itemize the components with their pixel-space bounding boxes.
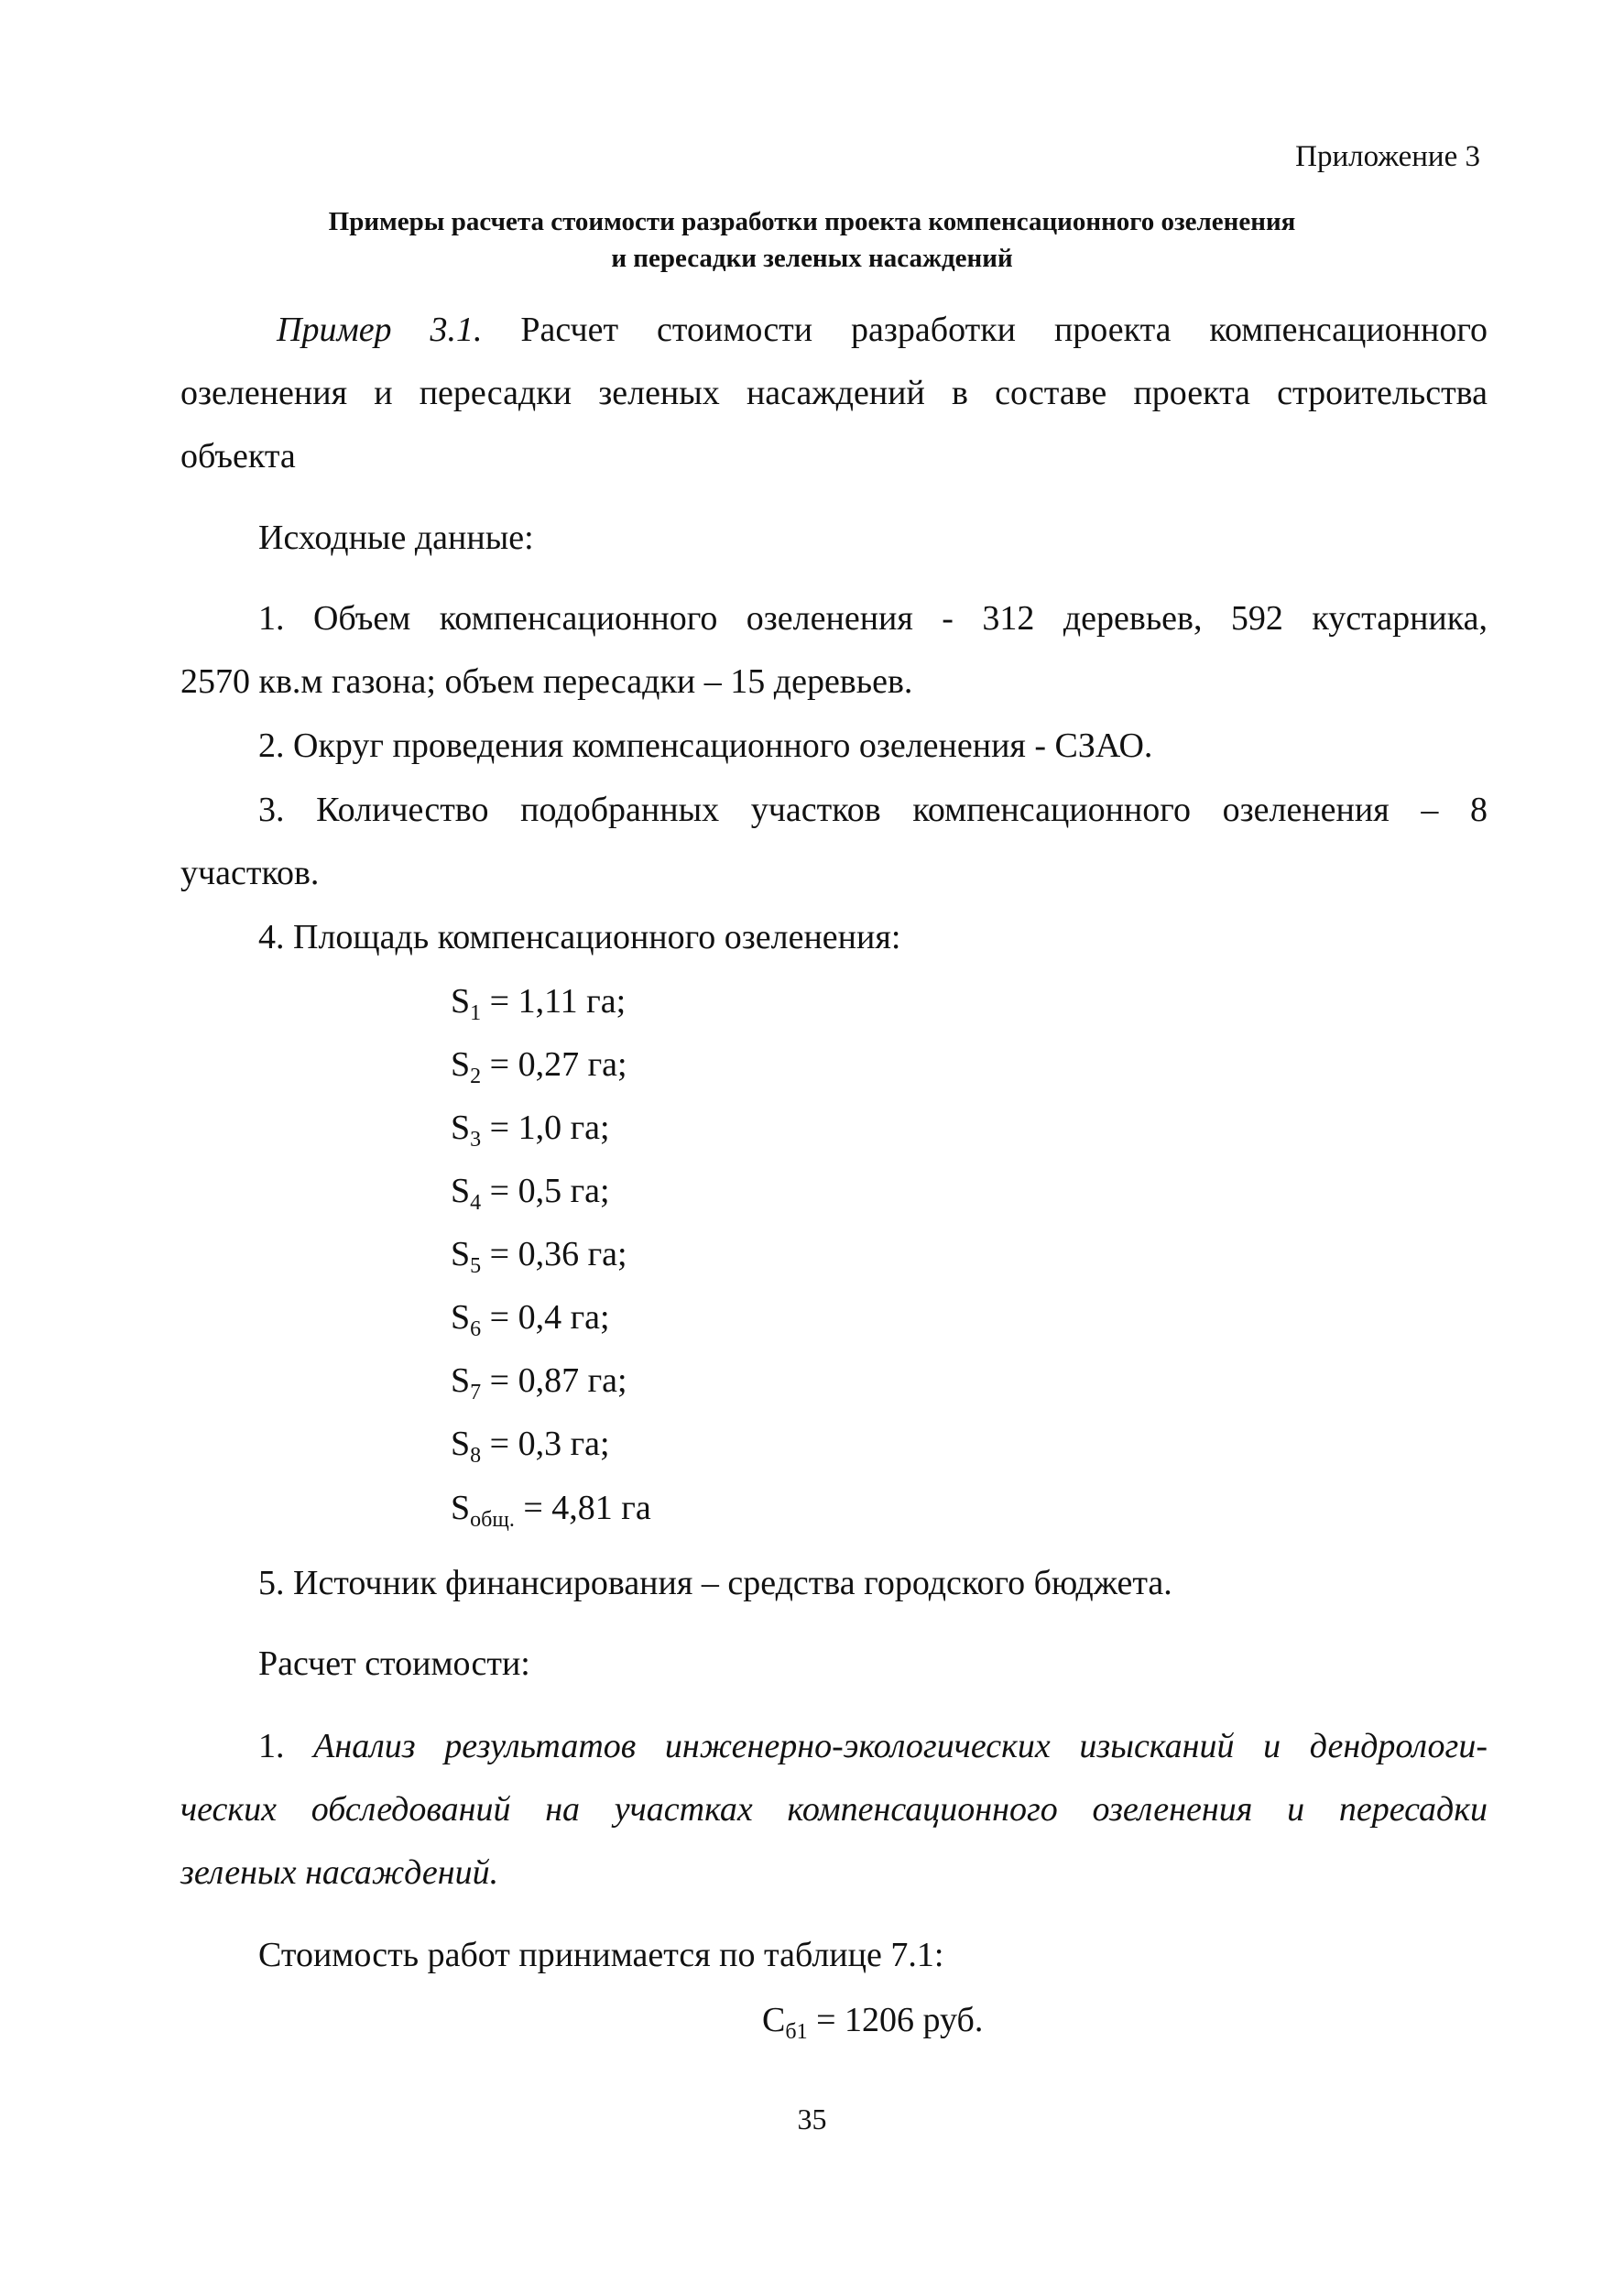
area-s8: $S_8 = 0,3$ га; [451, 1425, 610, 1468]
calc-step-1-line-3: зеленых насаждений. [180, 1853, 499, 1892]
source-item-3-line-1: 3. Количество подобранных участков компенсационного озеленения – 8 [258, 791, 1488, 829]
source-item-2: 2. Округ проведения компенсационного озеленения - СЗАО. [258, 726, 1153, 765]
page-title-line-2: и пересадки зеленых насаждений [611, 244, 1013, 273]
area-s6: $S_6 = 0,4$ га; [451, 1298, 610, 1341]
example-label: Пример 3.1. [277, 311, 483, 349]
calc-step-1-line-2: ческих обследований на участках компенсационного озеленения и пересадки [180, 1790, 1488, 1829]
area-s2: $S_2 = 0,27$ га; [451, 1045, 627, 1088]
appendix-label: Приложение 3 [1295, 140, 1480, 173]
source-item-5: 5. Источник финансирования – средства городского бюджета. [258, 1564, 1172, 1602]
cost-formula: $С_{б1} = 1206$ руб. [762, 2001, 984, 2044]
example-heading-line [277, 310, 1488, 350]
example-title-part: Расчет стоимости разработки проекта компенсационного [482, 311, 1488, 349]
area-s1: $S_1 = 1,11$ га; [451, 982, 627, 1025]
calc-step-1-line-1: 1. Анализ результатов инженерно-экологических изысканий и дендрологи- [258, 1727, 1488, 1765]
area-total: $S_{общ.} = 4,81$ га [451, 1489, 651, 1532]
source-item-1-line-1: 1. Объем компенсационного озеленения - 312 деревьев, 592 кустарника, [258, 599, 1488, 638]
page-title-line-1: Примеры расчета стоимости разработки проекта компенсационного озеленения [328, 207, 1296, 236]
example-title-line-2: озеленения и пересадки зеленых насаждений в составе проекта строительства [180, 374, 1488, 412]
source-item-1-line-2: 2570 кв.м газона; объем пересадки – 15 деревьев. [180, 662, 913, 701]
area-s5: $S_5 = 0,36$ га; [451, 1235, 627, 1278]
calculation-heading: Расчет стоимости: [258, 1644, 530, 1683]
source-item-4: 4. Площадь компенсационного озеленения: [258, 918, 901, 956]
area-s3: $S_3 = 1,0$ га; [451, 1109, 610, 1152]
source-data-heading: Исходные данные: [258, 519, 534, 557]
cost-note: Стоимость работ принимается по таблице 7.1: [258, 1936, 944, 1974]
source-item-3-line-2: участков. [180, 854, 320, 892]
area-s7: $S_7 = 0,87$ га; [451, 1361, 627, 1404]
example-title-line-3: объекта [180, 437, 296, 475]
area-s4: $S_4 = 0,5$ га; [451, 1172, 610, 1215]
page-number: 35 [797, 2103, 827, 2135]
